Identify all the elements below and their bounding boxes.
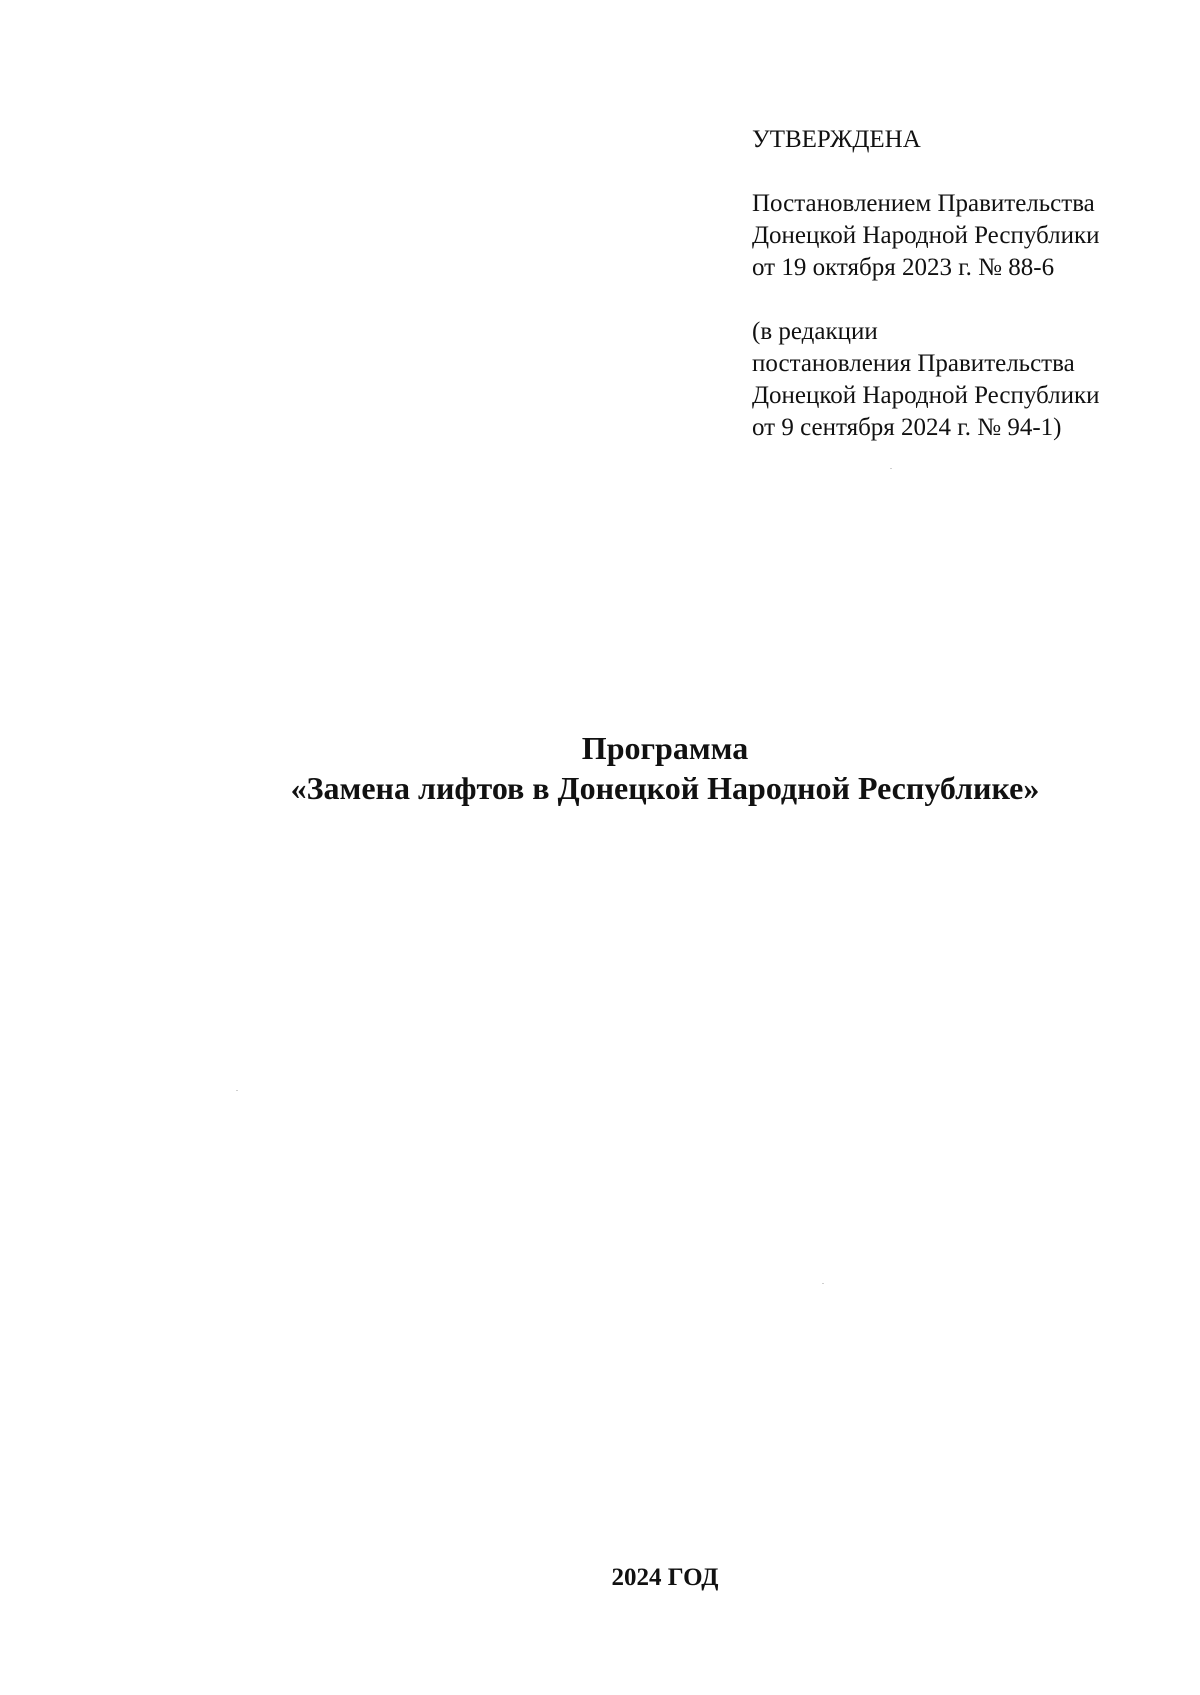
approved-label: УТВЕРЖДЕНА [752, 126, 921, 153]
title-line-1: Программа [581, 730, 749, 766]
revision-line-4: от 9 сентября 2024 г. № 94-1) [752, 414, 1062, 441]
scan-speck [890, 468, 892, 469]
revision-line-2: постановления Правительства [752, 350, 1075, 377]
title-line-2: «Замена лифтов в Донецкой Народной Республике» [290, 770, 1040, 806]
scan-speck [822, 1283, 824, 1284]
resolution-reference [752, 188, 1172, 284]
resolution-line-2: Донецкой Народной Республики [752, 222, 1100, 249]
revision-reference [752, 316, 1172, 444]
revision-line-3: Донецкой Народной Республики [752, 382, 1100, 409]
resolution-line-3: от 19 октября 2023 г. № 88-6 [752, 254, 1055, 281]
document-year: 2024 ГОД [611, 1564, 719, 1591]
resolution-line-1: Постановлением Правительства [752, 190, 1095, 217]
revision-line-1: (в редакции [752, 318, 878, 345]
document-title [0, 728, 1200, 808]
approval-stamp-block [752, 124, 1172, 476]
scan-speck [236, 1090, 238, 1091]
